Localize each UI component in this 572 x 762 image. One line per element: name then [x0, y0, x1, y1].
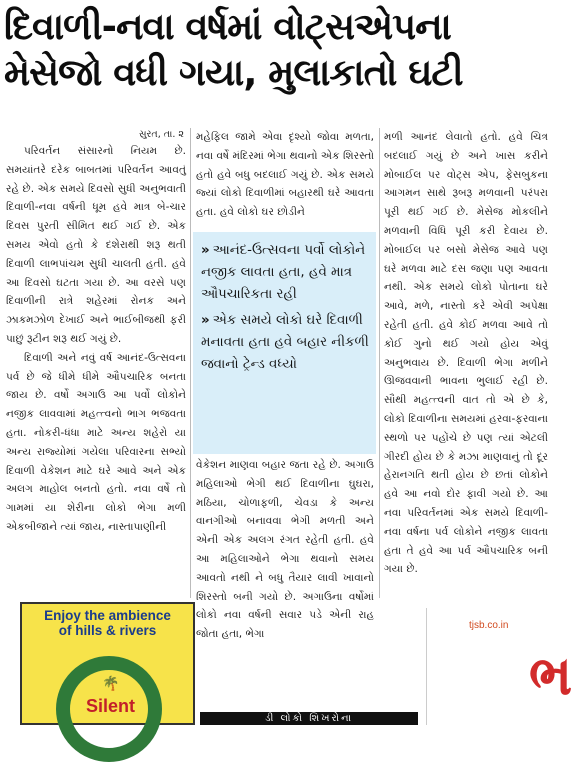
- ad-headline-2: of hills & rivers: [58, 623, 157, 638]
- article-column-2-bottom: [196, 456, 374, 644]
- pull-quote-1: » આનંદ-ઉત્સવના પર્વો લોકોને નજીક લાવતા હતા, હવે માત્ર ઔપચારિકતા રહી: [201, 243, 366, 302]
- ad-brand-name: Silent: [86, 696, 136, 716]
- column-divider: [379, 128, 380, 598]
- dateline: સુરત, તા. ૨: [138, 129, 184, 140]
- article-column-2: [196, 128, 374, 222]
- palm-tree-icon: 🌴: [102, 676, 120, 692]
- column-divider: [190, 128, 191, 598]
- article-column-1: [6, 128, 186, 537]
- article-headline: [4, 4, 546, 96]
- pull-quote-box: [193, 232, 376, 454]
- pull-quote-2: » એક સમયે લોકો ઘરે દિવાળી મનાવતા હતા હવે બહાર નીકળી જવાનો ટ્રેન્ડ વધ્યો: [201, 313, 369, 372]
- paragraph-col2-bottom: વેકેશન માણવા બહાર જતા રહે છે. અગાઉ મહિલાઓ ભેગી થઈ દિવાળીના ઘુઘરા, મઠિયા, ચોળાફળી, ચેવડા કે અન્ય વાનગીઓ બનાવવા ભેગી મળતી અને એની એક અલગ રંગત રહેતી હતી. હવે આ મહિલાઓને ભેગા થવાનો સમય આવતો નથી ને બધુ તૈયાર લાવી ખાવાનો શિરસ્તો બની ગયો છે. અગાઉના વર્ષોમાં લોકો નવા વર્ષની સવાર પડે એની રાહ જોતા હતા, ભેગા: [196, 459, 374, 641]
- paragraph-col3: મળી આનંદ લેવાતો હતો. હવે ચિત્ર બદલાઈ ગયું છે અને ખાસ કરીને મોબાઈલ પર વોટ્સ એપ, ફેસબુકના આગમન સાથે રૂબરૂ મળવાની પરંપરા પૂરી થઈ ગઈ છે. મેસેજ મોકલીને મળવાની વિધિ પૂરી કરી દેવાય છે. મોબાઈલ પર બસો મેસેજ આવે પણ ઘરે મળવા માટે દસ જણા પણ આવતા નથી. એક સમયે લોકો પોતાના ઘરે આવે, મળે, નાસ્તો કરે એવી અપેક્ષા રહેતી હતી. હવે કોઈ મળવા આવે તો કોઈ ગુનો થઈ ગયો હોય એવું અનુભવાય છે. દિવાળી ભેગા મળીને ઊજવવાની ભાવના ભુલાઈ રહી છે. સૌથી મહત્ત્વની વાત તો એ છે કે, લોકો દિવાળીના સમયમાં હરવા-ફરવાના સ્થળો પર પહોંચે છે પણ ત્યાં એટલી ગીરદી હોય છે કે મઝા માણવાનું તો દૂર હેરાનગતિ થતી હોય છે છતાં લોકોને હવે આ નવો દોર ફાવી ગયો છે. આ નવા પરિવર્તનમાં એક સમયે દિવાળી-નવા વર્ષના પર્વ લોકોને નજીક લાવતા હતા તે હવે આ પર્વ ઔપચારિક બની ગયા છે.: [384, 131, 548, 576]
- resort-advertisement[interactable]: [20, 602, 195, 725]
- headline-line-2: મેસેજો વધી ગયા, મુલાકાતો ઘટી: [4, 51, 463, 94]
- paragraph-col2-top: મહેફિલ જામે એવા દૃશ્યો જોવા મળતા, નવા વર્ષે મંદિરમાં ભેગા થવાનો એક શિરસ્તો હતો હવે બધુ બદલાઈ ગયું છે. એક સમયે જ્યાં લોકો દિવાળીમાં બહારથી ઘરે આવતા હતા. હવે લોકો ઘર છોડીને: [196, 131, 374, 219]
- paragraph-2: દિવાળી અને નવું વર્ષ આનંદ-ઉત્સવના પર્વ છે જે ધીમે ધીમે ઔપચારિક બનતા જાય છે. વર્ષો અગાઉ આ પર્વો લોકોને નજીક લાવવામાં મહત્ત્વનો ભાગ ભજવતા હતા. નોકરી-ધંધા માટે અન્ય શહેરો યા અન્ય રાજ્યોમાં ગયેલા પરિવારના સભ્યો દિવાળી વેકેશન માટે ઘરે આવે અને એક અલગ માહોલ બનતો હતો. નવા વર્ષે તો ગામમાં યા શેરીના લોકો ભેગા મળી એકબીજાને ત્યાં જાય, નાસ્તાપાણીની: [6, 351, 186, 533]
- bank-advertisement[interactable]: [426, 608, 572, 725]
- ad-headline-1: Enjoy the ambience: [44, 608, 171, 623]
- ad-logo-letter: ભ: [529, 646, 572, 706]
- quote-marker-icon: »: [201, 313, 210, 328]
- ad-url: tjsb.co.in: [469, 620, 509, 631]
- paragraph-1: પરિવર્તન સંસારનો નિયમ છે. સમયાંતરે દરેક બાબતમાં પરિવર્તન આવતું રહે છે. એક સમયે દિવસો સુધી અનુભવાતી દિવાળી-નવા વર્ષની ધૂમ હવે માત્ર બે-ચાર દિવસ પુરતી સીમિત થઈ ગઈ છે. એક સમય એવો હતો કે દશેરાથી શરૂ થતી દિવાળી લાભપાંચમ સુધી ચાલતી હતી. હવે આ દિવસો ઘટતા ગયા છે. આ વરસે પણ દિવાળીની રાત્રે શહેરમાં રોનક અને ઝાકમઝોળ દેખાઈ અને ભાઈબીજથી ફરી પાછું રૂટીન શરૂ થઈ ગયું છે.: [6, 145, 186, 345]
- quote-marker-icon: »: [201, 243, 210, 258]
- article-column-3: [384, 128, 548, 579]
- headline-line-1: દિવાળી-નવા વર્ષમાં વોટ્સએપના: [4, 5, 451, 48]
- next-headline-strip: ડી લોકો શિખરોના: [200, 712, 418, 725]
